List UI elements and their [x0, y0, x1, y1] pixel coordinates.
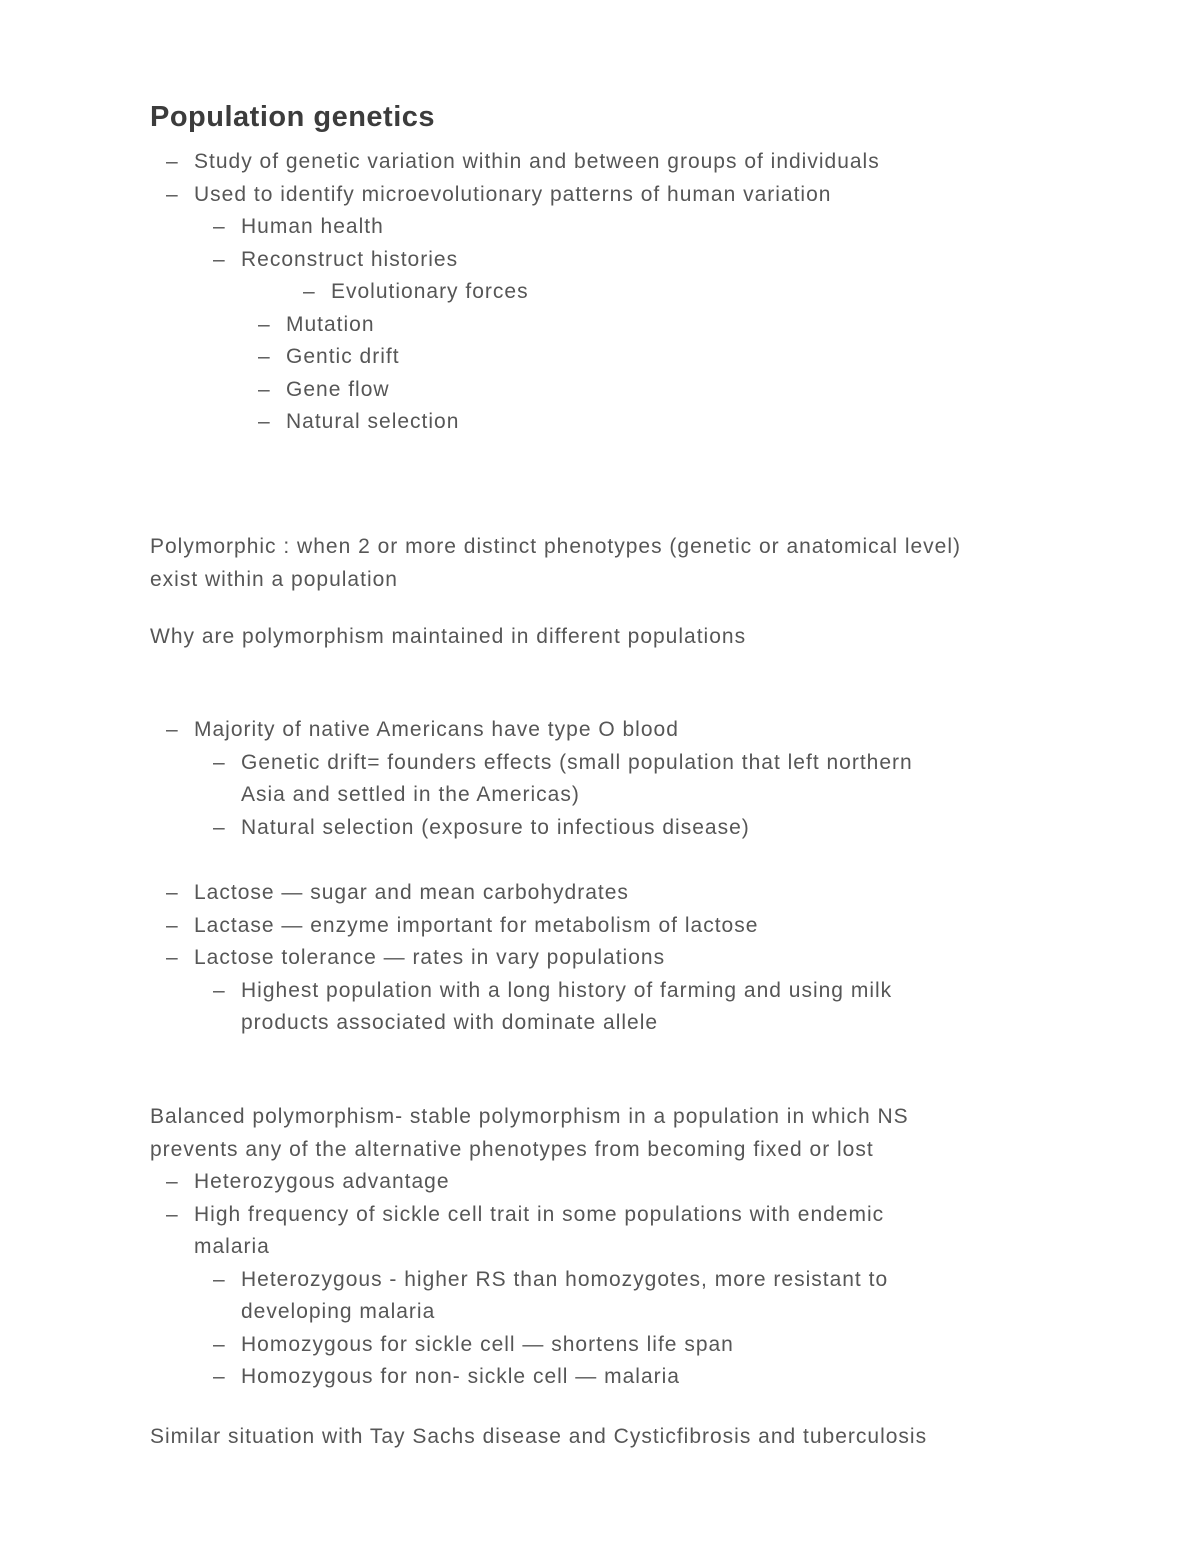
list-item [150, 942, 1080, 975]
bullet-dash: – [258, 312, 271, 336]
bullet-dash: – [213, 1332, 226, 1356]
list-item [150, 975, 1080, 1008]
polymorphic-paragraph [150, 531, 1080, 596]
closing-paragraph [150, 1421, 1080, 1454]
paragraph-line: Balanced polymorphism- stable polymorphism in a population in which NS [150, 1105, 909, 1128]
list-item-text: Lactose tolerance — rates in vary populations [194, 946, 666, 969]
paragraph-line: Similar situation with Tay Sachs disease and Cysticfibrosis and tuberculosis [150, 1425, 928, 1448]
list-item [150, 374, 1080, 407]
bullet-dash: – [213, 978, 226, 1002]
list-item [150, 276, 1080, 309]
list-item-text: Natural selection (exposure to infectious disease) [241, 815, 750, 839]
paragraph-line: Why are polymorphism maintained in different populations [150, 625, 747, 648]
list-item [150, 714, 1080, 747]
bullet-dash: – [166, 182, 179, 206]
list-item-continuation: developing malaria [241, 1300, 436, 1323]
list-item-text: Natural selection [286, 410, 460, 433]
list-item [150, 179, 1080, 212]
list-item [150, 747, 1080, 780]
bullet-dash: – [303, 280, 316, 303]
page-title: Population genetics [150, 101, 436, 133]
bullet-dash: – [213, 247, 226, 271]
list-item [150, 812, 1080, 845]
list-item [150, 1361, 1080, 1394]
list-item-text: Lactase — enzyme important for metabolism of lactose [194, 913, 759, 937]
bullet-dash: – [213, 215, 226, 238]
balanced-polymorphism-section [150, 1101, 1080, 1394]
list-item-text: Genetic drift= founders effects (small population that left northern [241, 750, 913, 774]
list-item-text: Reconstruct histories [241, 247, 459, 271]
list-item-text: High frequency of sickle cell trait in some populations with endemic [194, 1202, 885, 1226]
list-item [150, 309, 1080, 342]
list-item-text: Study of genetic variation within and between groups of individuals [194, 150, 880, 173]
list-item-text: Gene flow [286, 377, 390, 401]
list-item [150, 1329, 1080, 1362]
list-item-continuation: malaria [194, 1235, 270, 1258]
list-item [150, 211, 1080, 244]
bullet-dash: – [258, 410, 271, 433]
list-item [150, 1166, 1080, 1199]
bullet-dash: – [213, 815, 226, 839]
list-item-text: Homozygous for non- sickle cell — malaria [241, 1365, 680, 1388]
list-item-text: Gentic drift [286, 345, 400, 368]
list-item-text: Homozygous for sickle cell — shortens life span [241, 1332, 734, 1356]
list-item-text: Human health [241, 215, 384, 238]
list-item-text: Heterozygous - higher RS than homozygotes, more resistant to [241, 1267, 889, 1291]
list-item-text: Highest population with a long history of farming and using milk [241, 978, 893, 1002]
bullet-dash: – [166, 1170, 179, 1193]
list-item-continuation: Asia and settled in the Americas) [241, 783, 580, 806]
list-item [150, 877, 1080, 910]
bullet-dash: – [213, 750, 226, 774]
list-item-text: Majority of native Americans have type O blood [194, 718, 679, 741]
list-item [150, 1264, 1080, 1297]
list-item-text: Heterozygous advantage [194, 1170, 450, 1193]
bullet-dash: – [166, 881, 179, 904]
list-item-continuation: products associated with dominate allele [241, 1011, 659, 1034]
list-item [150, 910, 1080, 943]
why-paragraph [150, 621, 1080, 654]
list-item [150, 146, 1080, 179]
list-item [150, 1199, 1080, 1232]
bullet-dash: – [166, 150, 179, 173]
blood-type-list [150, 714, 1080, 844]
bullet-dash: – [166, 946, 179, 969]
list-item-text: Lactose — sugar and mean carbohydrates [194, 881, 629, 904]
intro-list [150, 146, 1080, 439]
list-item [150, 341, 1080, 374]
paragraph-line: prevents any of the alternative phenotypes from becoming fixed or lost [150, 1137, 874, 1161]
bullet-dash: – [258, 345, 271, 368]
list-item-text: Evolutionary forces [331, 280, 529, 303]
list-item [150, 406, 1080, 439]
list-item-text: Used to identify microevolutionary patterns of human variation [194, 182, 832, 206]
lactose-list [150, 877, 1080, 1040]
bullet-dash: – [213, 1365, 226, 1388]
bullet-dash: – [258, 377, 271, 401]
bullet-dash: – [166, 718, 179, 741]
bullet-dash: – [166, 913, 179, 937]
bullet-dash: – [166, 1202, 179, 1226]
paragraph-line: exist within a population [150, 567, 398, 591]
list-item-text: Mutation [286, 312, 375, 336]
list-item [150, 244, 1080, 277]
bullet-dash: – [213, 1267, 226, 1291]
paragraph-line: Polymorphic : when 2 or more distinct phenotypes (genetic or anatomical level) [150, 535, 962, 558]
